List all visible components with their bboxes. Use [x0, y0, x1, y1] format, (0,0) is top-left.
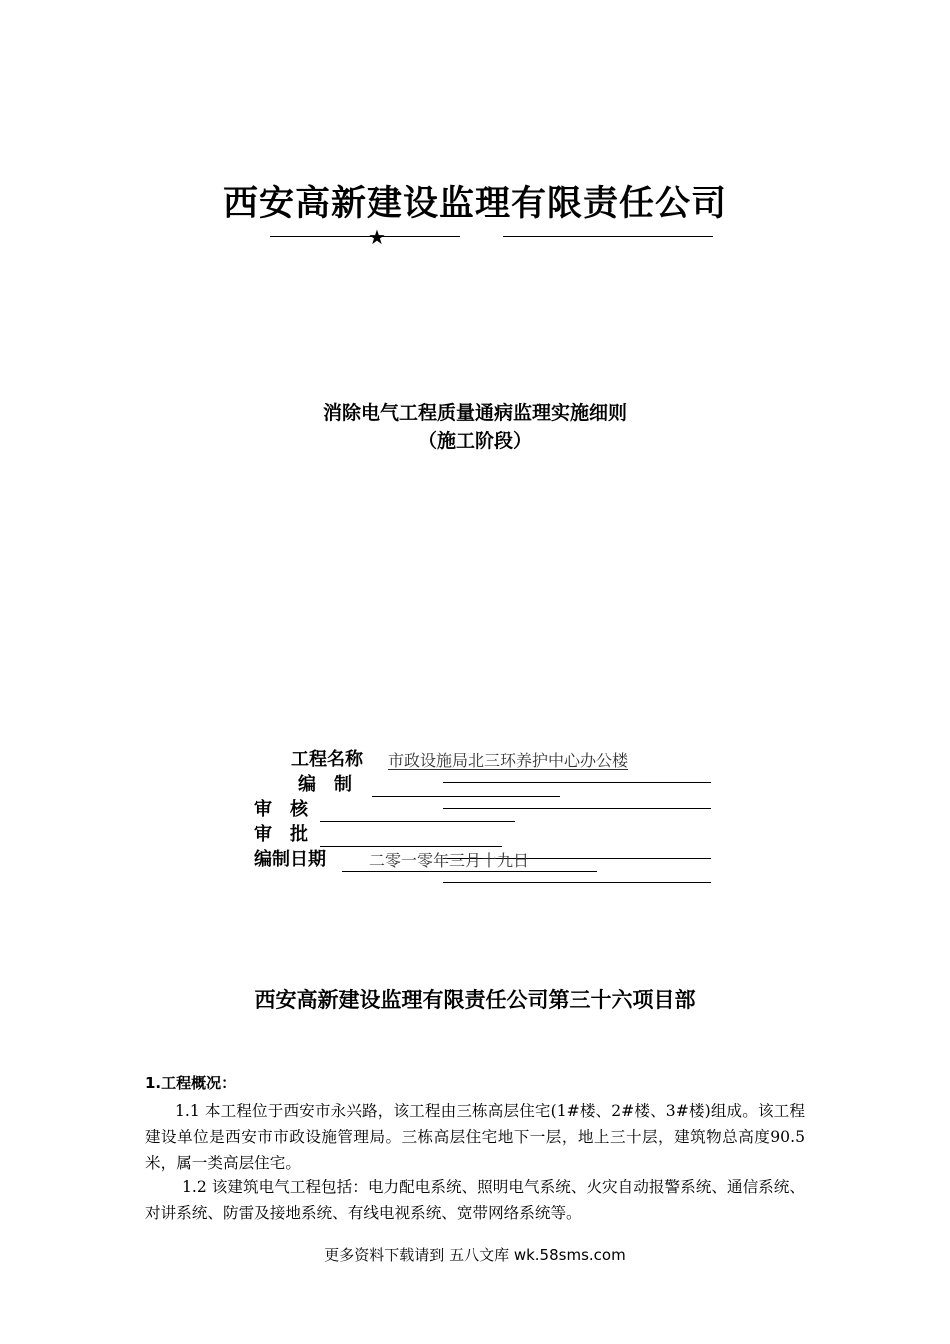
section-heading: 1.工程概况：: [145, 1074, 237, 1092]
approve-label: 审 批: [254, 824, 308, 845]
page-footer: 更多资料下载请到 五八文库 wk.58sms.com: [324, 1246, 626, 1264]
project-department: 西安高新建设监理有限责任公司第三十六项目部: [254, 988, 696, 1012]
approve-underline: [320, 846, 502, 847]
field-rule: [443, 782, 711, 783]
star-icon: ★: [368, 225, 386, 249]
header-rule-left: [270, 236, 460, 237]
paragraph-1-2: 1.2 该建筑电气工程包括：电力配电系统、照明电气系统、火灾自动报警系统、通信系统、对讲系统、防雷及接地系统、有线电视系统、宽带网络系统等。: [145, 1178, 805, 1222]
document-title: 消除电气工程质量通病监理实施细则: [322, 402, 627, 424]
date-underline: [342, 871, 597, 872]
project-name-value: 市政设施局北三环养护中心办公楼: [388, 751, 629, 770]
field-rule: [443, 808, 711, 809]
paragraph-1-1: 1.1 本工程位于西安市永兴路，该工程由三栋高层住宅(1#楼、2#楼、3#楼)组成。该工程建设单位是西安市市政设施管理局。三栋高层住宅地下一层，地上三十层，建筑物总高度90.5米，属一类高层住宅。: [145, 1102, 805, 1172]
field-rule: [443, 882, 711, 883]
compile-underline: [372, 796, 560, 797]
review-label: 审 核: [254, 799, 308, 820]
compile-label: 编 制: [298, 774, 352, 795]
header-rule-right: [503, 236, 713, 237]
document-subtitle: （施工阶段）: [417, 430, 532, 452]
date-value: 二零一零年三月十九日: [369, 851, 530, 870]
project-name-label: 工程名称: [291, 749, 363, 770]
date-label: 编制日期: [254, 849, 326, 870]
company-name: 西安高新建设监理有限责任公司: [222, 184, 727, 224]
review-underline: [320, 821, 515, 822]
